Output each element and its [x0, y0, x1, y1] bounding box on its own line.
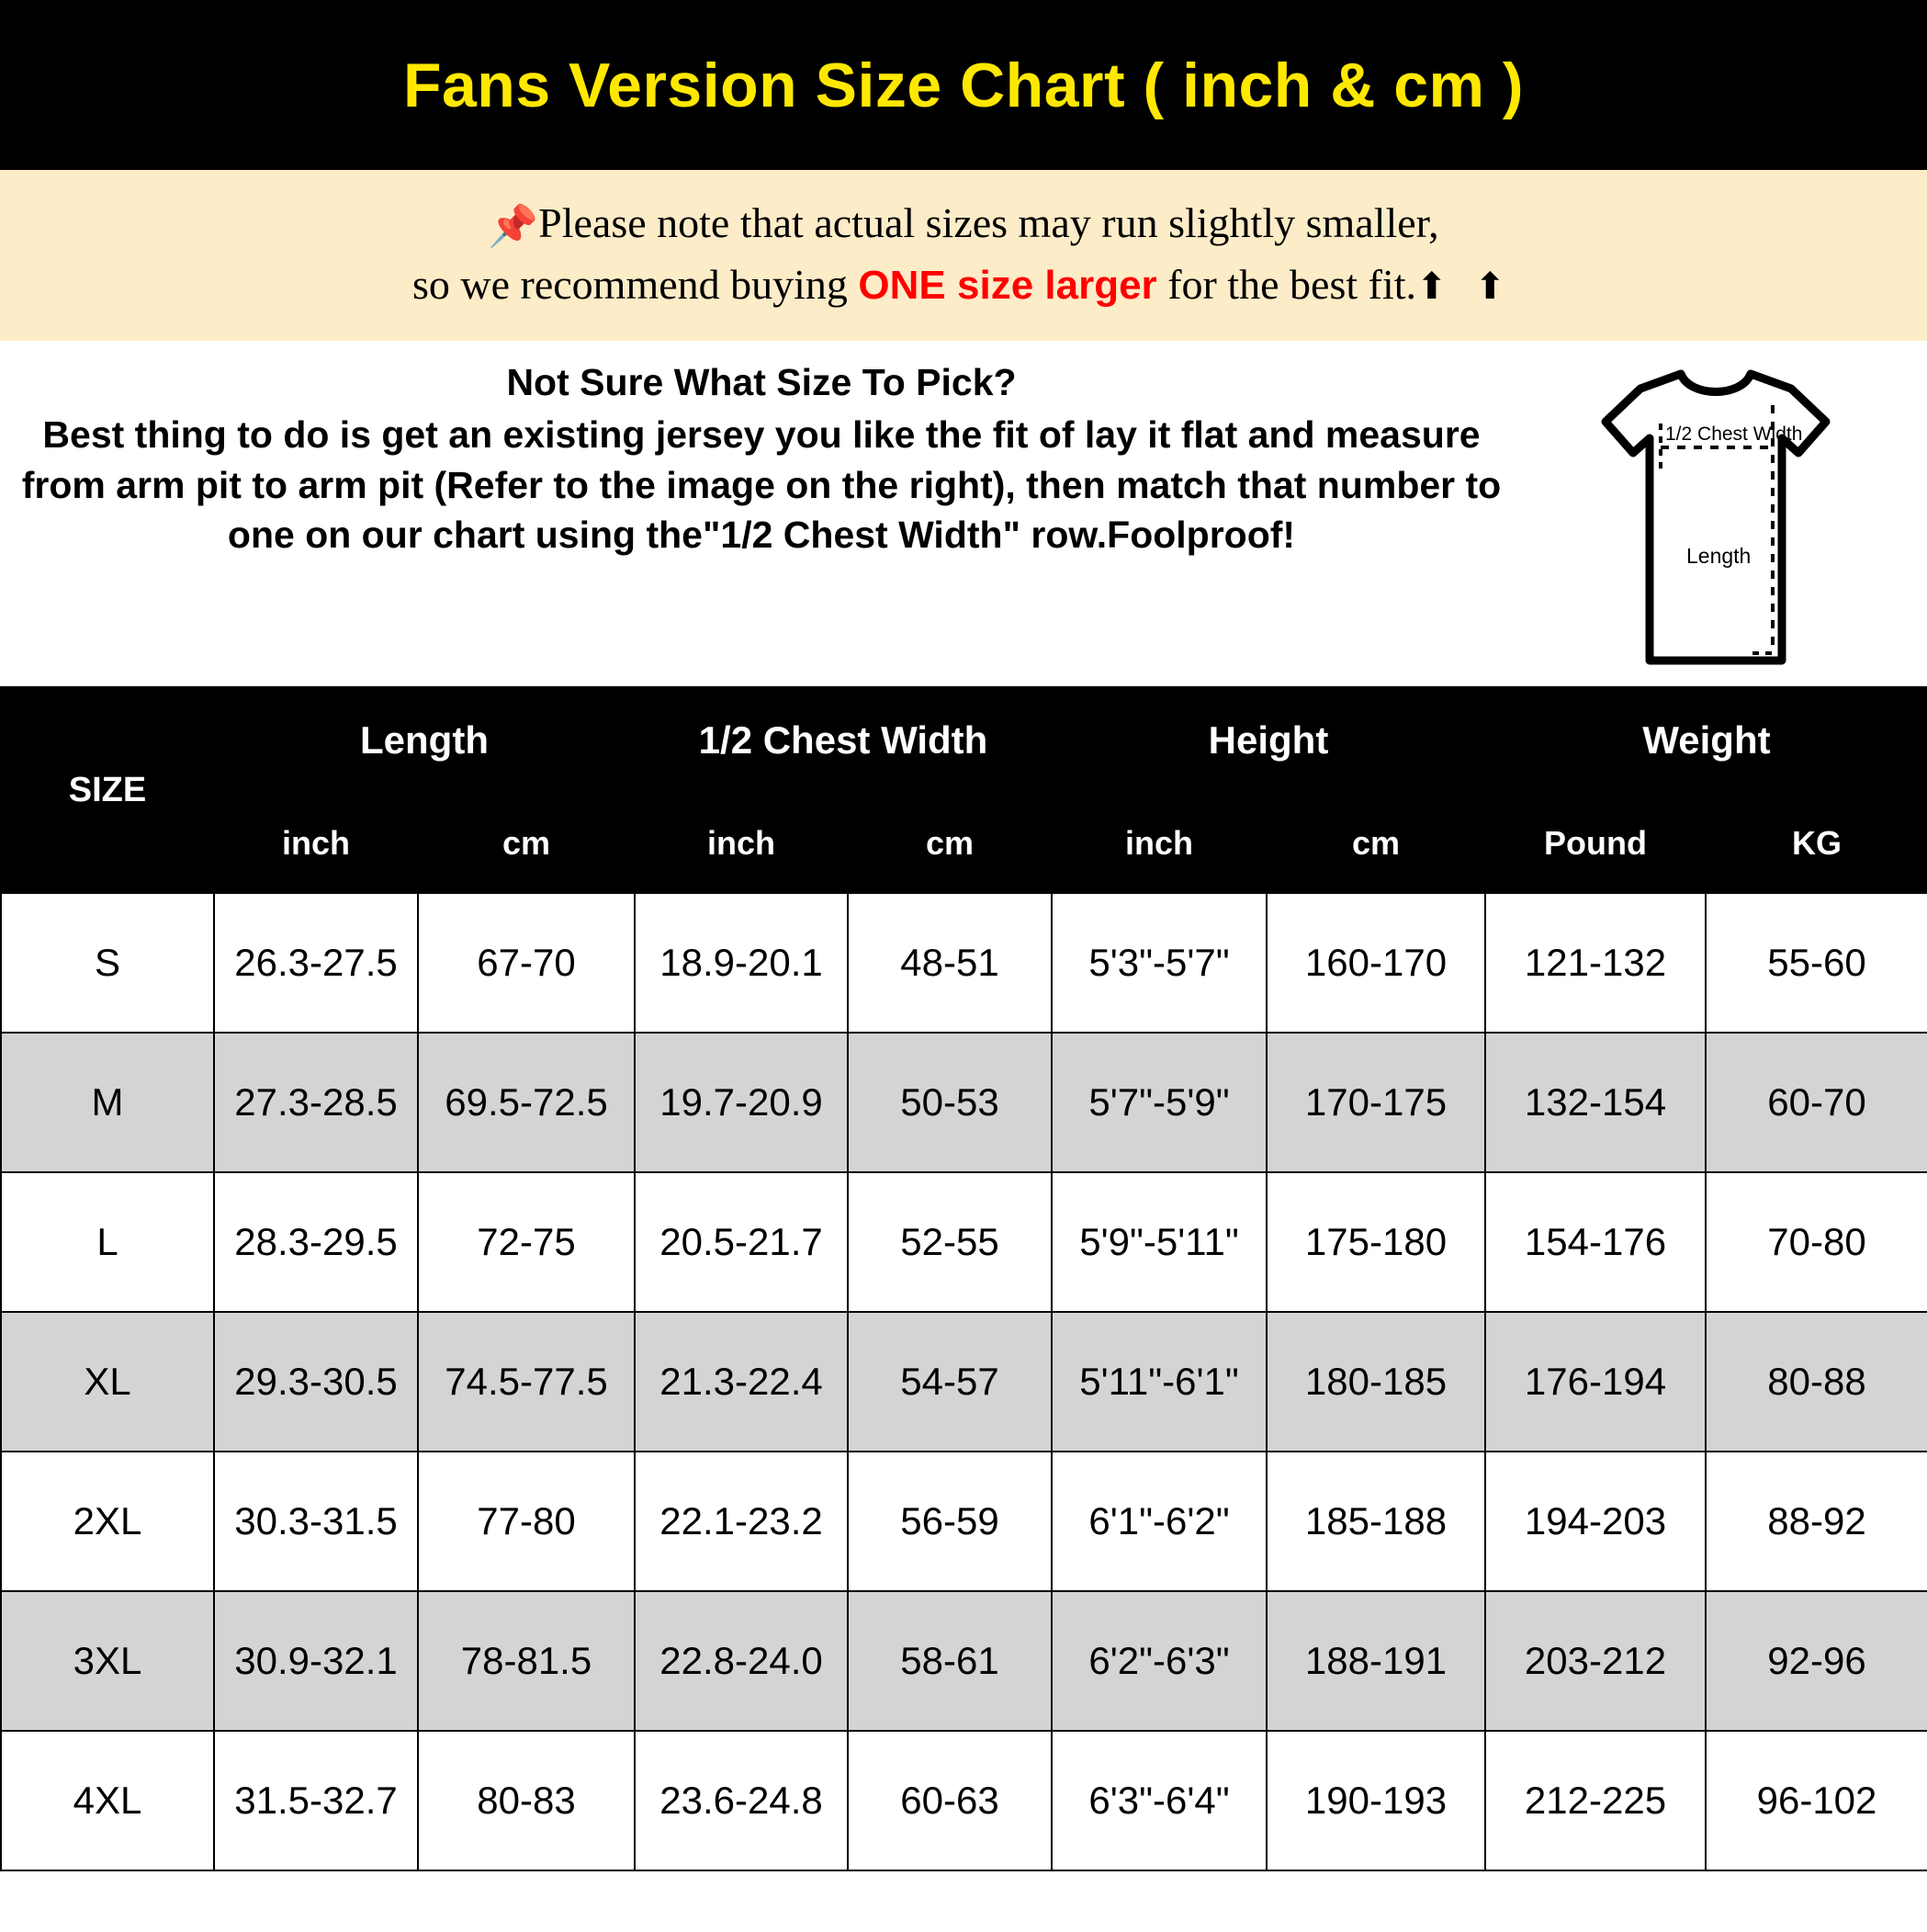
tshirt-diagram	[1504, 361, 1927, 672]
cell-height-cm: 160-170	[1267, 893, 1485, 1033]
header-length-cm: cm	[418, 794, 635, 893]
title-bar	[0, 0, 1927, 170]
page-title: Fans Version Size Chart ( inch & cm )	[402, 50, 1525, 120]
cell-weight-pound: 154-176	[1485, 1172, 1706, 1312]
table-row	[1, 1033, 1927, 1172]
cell-length-inch: 27.3-28.5	[214, 1033, 418, 1172]
cell-length-inch: 26.3-27.5	[214, 893, 418, 1033]
header-length-inch: inch	[214, 794, 418, 893]
cell-weight-pound: 132-154	[1485, 1033, 1706, 1172]
table-row	[1, 1312, 1927, 1452]
note-text-2b: for the best fit.	[1156, 260, 1416, 308]
cell-weight-kg: 70-80	[1706, 1172, 1927, 1312]
note-text-2a: so we recommend buying	[411, 260, 859, 308]
cell-chest-inch: 23.6-24.8	[635, 1731, 848, 1870]
cell-height-cm: 170-175	[1267, 1033, 1485, 1172]
cell-height-inch: 6'1"-6'2"	[1052, 1452, 1267, 1591]
cell-height-cm: 188-191	[1267, 1591, 1485, 1731]
cell-height-cm: 190-193	[1267, 1731, 1485, 1870]
cell-chest-inch: 19.7-20.9	[635, 1033, 848, 1172]
cell-weight-kg: 88-92	[1706, 1452, 1927, 1591]
cell-length-cm: 69.5-72.5	[418, 1033, 635, 1172]
cell-weight-kg: 96-102	[1706, 1731, 1927, 1870]
note-text-1: Please note that actual sizes may run slightly smaller,	[538, 199, 1439, 246]
cell-chest-cm: 60-63	[848, 1731, 1052, 1870]
advice-section	[0, 341, 1927, 686]
cell-weight-pound: 194-203	[1485, 1452, 1706, 1591]
header-size: SIZE	[1, 687, 214, 893]
cell-height-inch: 5'9"-5'11"	[1052, 1172, 1267, 1312]
cell-height-inch: 6'2"-6'3"	[1052, 1591, 1267, 1731]
table-header-groups	[1, 687, 1927, 794]
cell-chest-inch: 18.9-20.1	[635, 893, 848, 1033]
cell-weight-pound: 176-194	[1485, 1312, 1706, 1452]
header-group-height: Height	[1052, 687, 1485, 794]
note-line-1	[0, 194, 1927, 255]
cell-length-cm: 78-81.5	[418, 1591, 635, 1731]
header-weight-pound: Pound	[1485, 794, 1706, 893]
pushpin-icon: 📌	[488, 204, 539, 249]
table-row	[1, 893, 1927, 1033]
cell-size: 4XL	[1, 1731, 214, 1870]
table-body	[1, 893, 1927, 1870]
cell-weight-kg: 55-60	[1706, 893, 1927, 1033]
table-row	[1, 1591, 1927, 1731]
cell-length-inch: 28.3-29.5	[214, 1172, 418, 1312]
cell-height-cm: 185-188	[1267, 1452, 1485, 1591]
cell-size: XL	[1, 1312, 214, 1452]
cell-length-cm: 80-83	[418, 1731, 635, 1870]
header-group-weight: Weight	[1485, 687, 1927, 794]
cell-length-inch: 31.5-32.7	[214, 1731, 418, 1870]
cell-length-cm: 67-70	[418, 893, 635, 1033]
header-chest-inch: inch	[635, 794, 848, 893]
advice-body: Best thing to do is get an existing jersey you like the fit of lay it flat and measure from arm pit to arm pit (Refer to the image on the right), then match that number to one on our chart using the"1/2 Chest Width" row.Foolproof!	[21, 413, 1502, 557]
size-table	[0, 686, 1927, 1871]
cell-chest-cm: 48-51	[848, 893, 1052, 1033]
table-header-units	[1, 794, 1927, 893]
table-row	[1, 1731, 1927, 1870]
length-label: Length	[1686, 544, 1752, 569]
header-height-inch: inch	[1052, 794, 1267, 893]
header-height-cm: cm	[1267, 794, 1485, 893]
cell-weight-kg: 92-96	[1706, 1591, 1927, 1731]
header-group-length: Length	[214, 687, 635, 794]
cell-weight-kg: 60-70	[1706, 1033, 1927, 1172]
cell-size: 2XL	[1, 1452, 214, 1591]
cell-height-inch: 6'3"-6'4"	[1052, 1731, 1267, 1870]
cell-height-inch: 5'3"-5'7"	[1052, 893, 1267, 1033]
cell-weight-pound: 203-212	[1485, 1591, 1706, 1731]
header-group-chest: 1/2 Chest Width	[635, 687, 1052, 794]
up-arrows-icon: ⬆ ⬆	[1416, 265, 1516, 307]
cell-chest-inch: 21.3-22.4	[635, 1312, 848, 1452]
header-weight-kg: KG	[1706, 794, 1927, 893]
cell-size: 3XL	[1, 1591, 214, 1731]
cell-chest-inch: 20.5-21.7	[635, 1172, 848, 1312]
tshirt-measurement-icon	[1523, 368, 1909, 672]
cell-length-cm: 74.5-77.5	[418, 1312, 635, 1452]
cell-chest-cm: 52-55	[848, 1172, 1052, 1312]
cell-chest-inch: 22.8-24.0	[635, 1591, 848, 1731]
note-banner	[0, 170, 1927, 341]
chest-width-label: 1/2 Chest Width	[1665, 424, 1803, 446]
cell-chest-cm: 56-59	[848, 1452, 1052, 1591]
cell-size: L	[1, 1172, 214, 1312]
table-row	[1, 1452, 1927, 1591]
table-row	[1, 1172, 1927, 1312]
cell-height-cm: 175-180	[1267, 1172, 1485, 1312]
cell-length-inch: 30.9-32.1	[214, 1591, 418, 1731]
header-chest-cm: cm	[848, 794, 1052, 893]
cell-size: S	[1, 893, 214, 1033]
cell-chest-inch: 22.1-23.2	[635, 1452, 848, 1591]
cell-height-cm: 180-185	[1267, 1312, 1485, 1452]
cell-weight-pound: 212-225	[1485, 1731, 1706, 1870]
cell-length-inch: 29.3-30.5	[214, 1312, 418, 1452]
advice-text	[0, 361, 1504, 560]
note-line-2	[0, 255, 1927, 314]
cell-weight-kg: 80-88	[1706, 1312, 1927, 1452]
cell-chest-cm: 50-53	[848, 1033, 1052, 1172]
note-emphasis: ONE size larger	[858, 262, 1157, 308]
cell-length-inch: 30.3-31.5	[214, 1452, 418, 1591]
cell-chest-cm: 54-57	[848, 1312, 1052, 1452]
cell-height-inch: 5'7"-5'9"	[1052, 1033, 1267, 1172]
cell-size: M	[1, 1033, 214, 1172]
cell-weight-pound: 121-132	[1485, 893, 1706, 1033]
cell-height-inch: 5'11"-6'1"	[1052, 1312, 1267, 1452]
cell-length-cm: 72-75	[418, 1172, 635, 1312]
cell-length-cm: 77-80	[418, 1452, 635, 1591]
cell-chest-cm: 58-61	[848, 1591, 1052, 1731]
advice-heading: Not Sure What Size To Pick?	[506, 361, 1017, 404]
